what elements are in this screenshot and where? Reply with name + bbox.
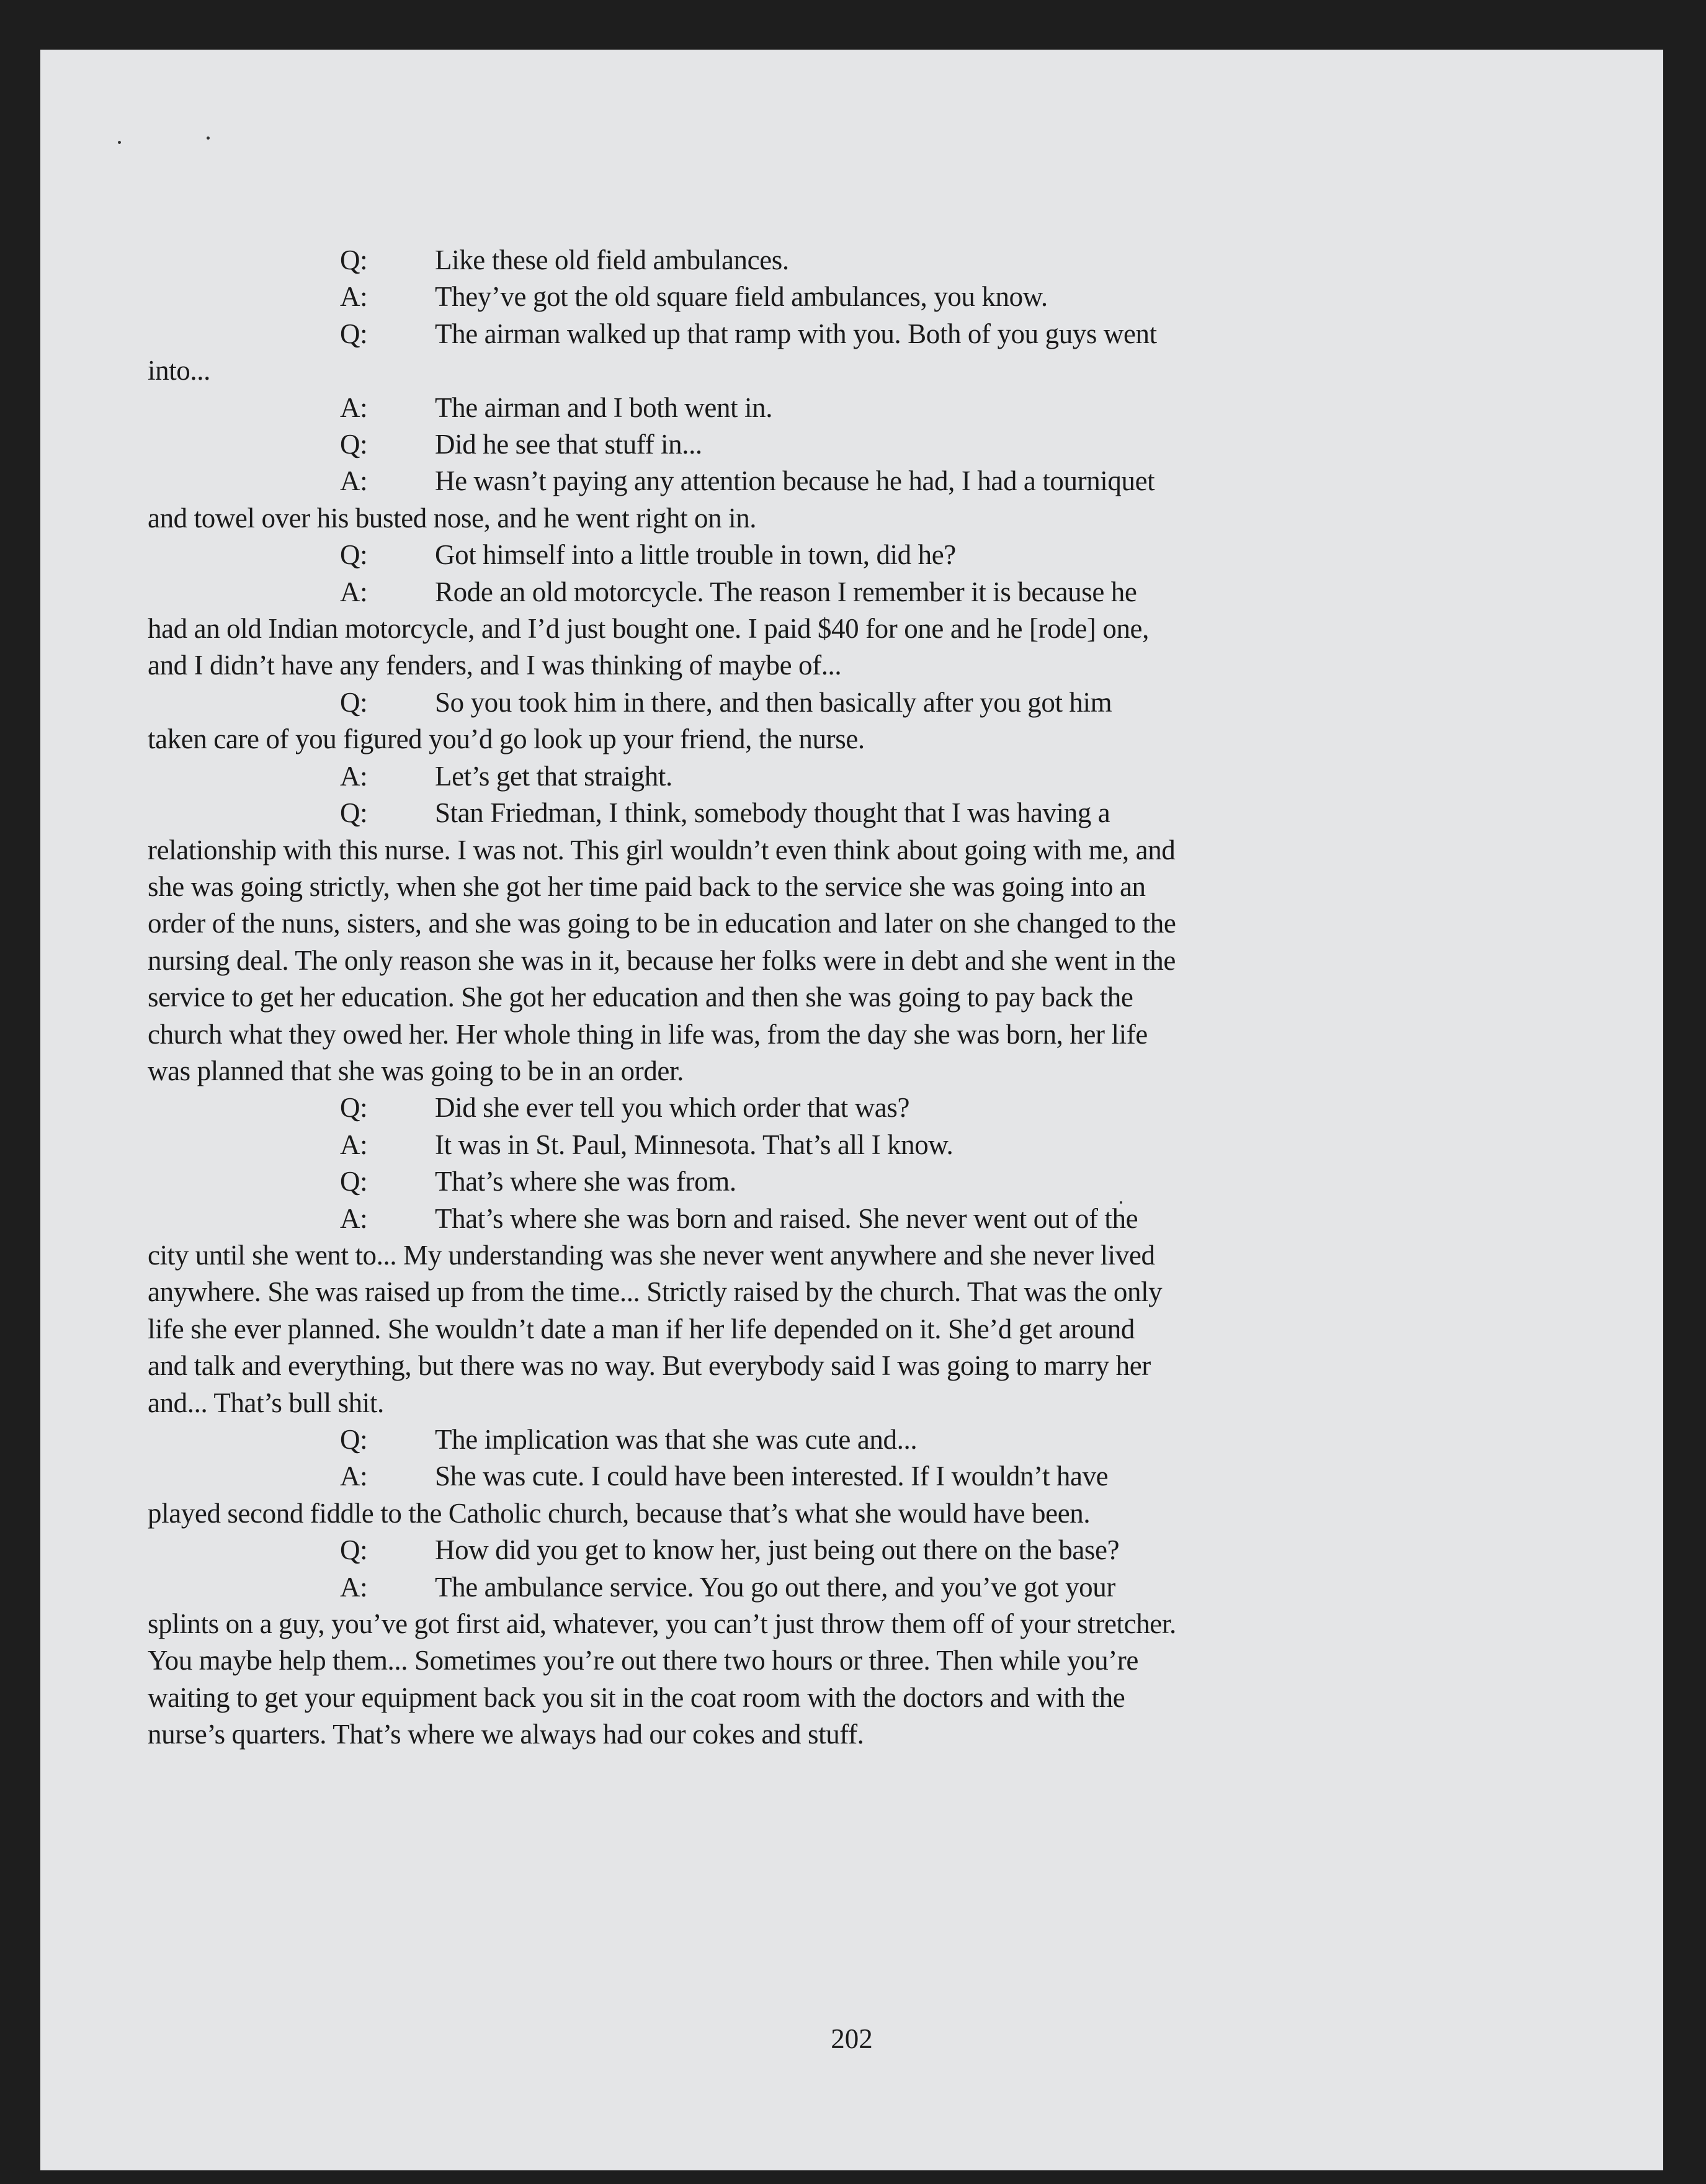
transcript-paragraph: [148, 795, 1177, 1090]
paragraph-text: It was in St. Paul, Minnesota. That’s all I know.: [435, 1129, 953, 1160]
transcript-paragraph: [148, 684, 1177, 758]
transcript-paragraph: [148, 426, 1177, 463]
paragraph-text: He wasn’t paying any attention because he had, I had a tourniquet and towel over his busted nose, and he went right on in.: [148, 465, 1155, 534]
paragraph-text: Stan Friedman, I think, somebody thought that I was having a relationship with this nurse. I was not. This girl wouldn’t even think about going with me, and she was going strictly, when she got her time paid back to the service she was going into an order of the nuns, sisters, and she was going to be in education and later on she changed to the nursing deal. The only reason she was in it, because her folks were in debt and she went in the service to get her education. She got her education and then she was going to pay back the church what they owed her. Her whole thing in life was, from the day she was born, her life was planned that she was going to be in an order.: [148, 797, 1176, 1086]
paragraph-text: They’ve got the old square field ambulances, you know.: [435, 281, 1048, 313]
transcript-paragraph: [148, 1090, 1177, 1126]
paragraph-text: That’s where she was born and raised. She never went out of the city until she went to... My understanding was she never went anywhere and she never lived anywhere. She was raised up from the time... Strictly raised by the church. That was the only life she ever planned. She wouldn’t date a man if her life depended on it. She’d get around and talk and everything, but there was no way. But everybody said I was going to marry her and... That’s bull shit.: [148, 1202, 1163, 1418]
speaker-label: A:: [340, 465, 368, 497]
speaker-label: Q:: [340, 1534, 368, 1566]
speaker-label: Q:: [340, 1166, 368, 1197]
speaker-label: Q:: [340, 244, 368, 275]
document-page: [40, 50, 1663, 2170]
paragraph-text: How did you get to know her, just being out there on the base?: [435, 1534, 1120, 1566]
transcript-paragraph: [148, 1201, 1177, 1421]
page-number: 202: [831, 2023, 873, 2054]
scan-speck: [118, 141, 121, 144]
transcript-paragraph: [148, 1127, 1177, 1163]
transcript-paragraph: [148, 574, 1177, 684]
transcript-paragraph: [148, 537, 1177, 573]
speaker-label: A:: [340, 1461, 368, 1492]
speaker-label: A:: [340, 392, 368, 423]
speaker-label: Q:: [340, 539, 368, 571]
transcript-paragraph: [148, 1569, 1177, 1753]
transcript-paragraph: [148, 316, 1177, 390]
paragraph-text: The airman and I both went in.: [435, 392, 773, 423]
speaker-label: A:: [340, 576, 368, 607]
transcript-paragraph: [148, 1421, 1177, 1458]
speaker-label: A:: [340, 1571, 368, 1603]
transcript-paragraph: [148, 1458, 1177, 1532]
transcript-body: [148, 242, 1177, 1753]
transcript-paragraph: [148, 758, 1177, 795]
speaker-label: A:: [340, 1129, 368, 1160]
transcript-paragraph: [148, 463, 1177, 537]
paragraph-text: Rode an old motorcycle. The reason I remember it is because he had an old Indian motorcycle, and I’d just bought one. I paid $40 for one and he [rode] one, and I didn’t have any fenders, and I was thinking of maybe of...: [148, 576, 1149, 681]
transcript-paragraph: [148, 1163, 1177, 1200]
paragraph-text: That’s where she was from.: [435, 1166, 736, 1197]
speaker-label: Q:: [340, 1092, 368, 1124]
paragraph-text: Got himself into a little trouble in town, did he?: [435, 539, 956, 571]
paragraph-text: The airman walked up that ramp with you. Both of you guys went into...: [148, 318, 1157, 387]
paragraph-text: So you took him in there, and then basically after you got him taken care of you figured you’d go look up your friend, the nurse.: [148, 686, 1112, 755]
speaker-label: Q:: [340, 686, 368, 718]
speaker-label: Q:: [340, 797, 368, 829]
paragraph-text: Like these old field ambulances.: [435, 244, 789, 275]
paragraph-text: Did she ever tell you which order that was?: [435, 1092, 910, 1124]
speaker-label: Q:: [340, 318, 368, 349]
transcript-paragraph: [148, 242, 1177, 279]
transcript-paragraph: [148, 390, 1177, 426]
speaker-label: Q:: [340, 1424, 368, 1455]
speaker-label: A:: [340, 1202, 368, 1234]
paragraph-text: Let’s get that straight.: [435, 760, 672, 792]
paragraph-text: She was cute. I could have been interested. If I wouldn’t have played second fiddle to the Catholic church, because that’s what she would have been.: [148, 1461, 1109, 1529]
speaker-label: A:: [340, 760, 368, 792]
transcript-paragraph: [148, 1532, 1177, 1569]
scan-speck: [207, 136, 210, 140]
speaker-label: Q:: [340, 429, 368, 460]
speaker-label: A:: [340, 281, 368, 313]
transcript-paragraph: [148, 279, 1177, 315]
paragraph-text: Did he see that stuff in...: [435, 429, 702, 460]
paragraph-text: The ambulance service. You go out there, and you’ve got your splints on a guy, you’ve got first aid, whatever, you can’t just throw them off of your stretcher. You maybe help them... Sometimes you’re out there two hours or three. Then while you’re waiting to get your equipment back you sit in the coat room with the doctors and with the nurse’s quarters. That’s where we always had our cokes and stuff.: [148, 1571, 1176, 1750]
paragraph-text: The implication was that she was cute and...: [435, 1424, 918, 1455]
